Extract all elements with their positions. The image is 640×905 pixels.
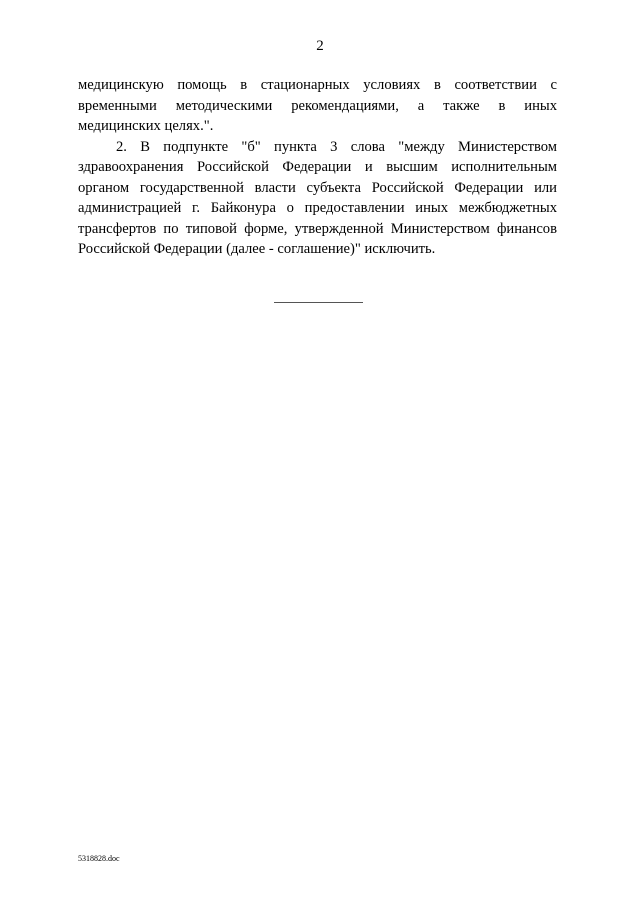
text-line: здравоохранения Российской Федерации и высшим исполнительным [78,159,557,175]
text-line: медицинскую помощь в стационарных условиях в соответствии с [78,77,557,93]
document-file-code: 5318828.doc [78,854,120,863]
text-line: органом государственной власти субъекта Российской Федерации или [78,179,557,196]
document-body [78,75,557,260]
text-line: администрацией г. Байконура о предоставлении иных межбюджетных [78,200,557,216]
text-line: трансфертов по типовой форме, утвержденной Министерством финансов [78,220,557,237]
page-number: 2 [316,38,324,54]
paragraph-amendment-2 [78,137,557,260]
paragraph-continuation [78,75,557,137]
text-line: Российской Федерации (далее - соглашение)" исключить. [78,241,436,257]
end-of-text-rule [274,302,363,303]
text-line: медицинских целях.". [78,118,214,134]
text-line: 2. В подпункте "б" пункта 3 слова "между Министерством [116,138,557,155]
text-line: временными методическими рекомендациями, а также в иных [78,97,557,114]
